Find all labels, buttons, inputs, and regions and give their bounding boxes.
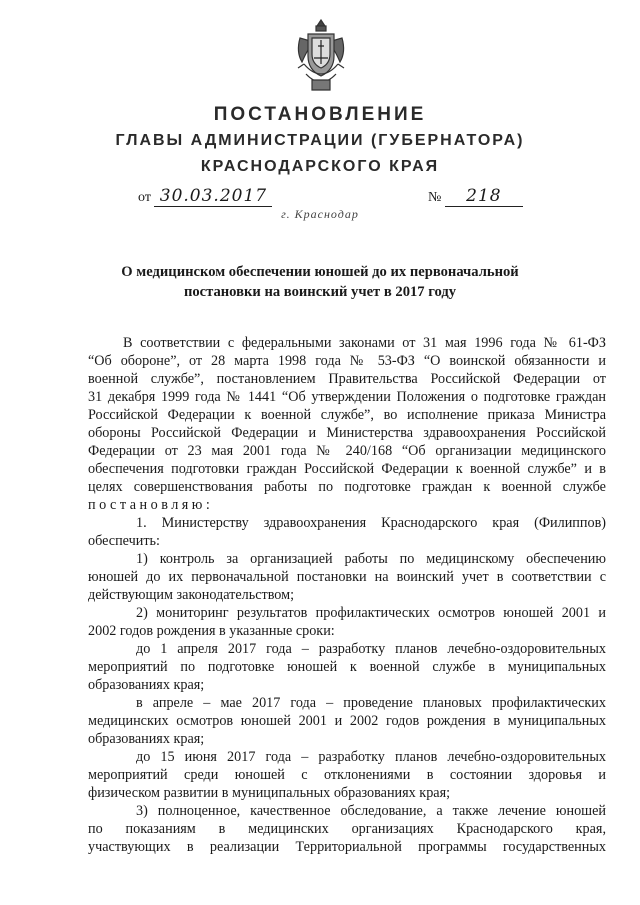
body-line: военной службе”, постановлением Правительства Российской Федерации от [88, 371, 606, 387]
body-line: целях совершенствования работы по подготовке граждан к военной службе [88, 479, 606, 495]
resolution-word: постановляю: [88, 497, 214, 513]
body-line: до 1 апреля 2017 года – разработку планов лечебно-оздоровительных [136, 641, 606, 657]
handwritten-number: 218 [445, 186, 523, 207]
city-label: г. Краснодар [281, 207, 359, 221]
body-line: В соответствии с федеральными законами от 31 мая 1996 года № 61-ФЗ [123, 335, 606, 351]
body-line: 1) контроль за организацией работы по медицинскому обеспечению [136, 551, 606, 567]
document-title-line-2: постановки на воинский учет в 2017 году [183, 284, 457, 300]
body-line: действующим законодательством; [88, 587, 295, 603]
document-title-line-1: О медицинском обеспечении юношей до их первоначальной [121, 264, 519, 280]
body-line: мероприятий по подготовке юношей к военной службе в муниципальных [88, 659, 606, 675]
body-line: образованиях края; [88, 677, 205, 693]
body-line: обеспечить: [88, 533, 160, 549]
body-line: образованиях края; [88, 731, 205, 747]
body-line: “Об обороне”, от 28 марта 1998 года № 53-ФЗ “О воинской обязанности и [88, 353, 606, 369]
krasnodar-krai-coat-of-arms [294, 18, 348, 94]
document-type-heading: ПОСТАНОВЛЕНИЕ [213, 104, 427, 125]
date-prefix: от [138, 190, 151, 205]
body-line: 3) полноценное, качественное обследование, а также лечение юношей [136, 803, 606, 819]
body-line: обеспечения подготовки граждан Российской Федерации к военной службе” и в [88, 461, 606, 477]
body-line: 1. Министерству здравоохранения Краснодарского края (Филиппов) [136, 515, 606, 531]
handwritten-date: 30.03.2017 [154, 186, 272, 207]
body-line: физическом развитии в муниципальных образованиях края; [88, 785, 451, 801]
number-prefix: № [428, 190, 442, 205]
body-line: Российской Федерации к военной службе”, во исполнение приказа Министра [88, 407, 606, 423]
document-body [88, 334, 606, 856]
body-line: медицинских осмотров юношей 2001 и 2002 годов рождения в муниципальных [88, 713, 606, 729]
number-field [428, 186, 523, 207]
region-heading: КРАСНОДАРСКОГО КРАЯ [200, 158, 440, 175]
body-line: до 15 июня 2017 года – разработку планов лечебно-оздоровительных [136, 749, 606, 765]
body-line: обороны Российской Федерации и Министерства здравоохранения Российской [88, 425, 606, 441]
body-line: в апреле – мае 2017 года – проведение плановых профилактических [136, 695, 606, 711]
body-line: юношей до их первоначальной постановки на воинский учет в соответствии с [88, 569, 606, 585]
body-line: 2) мониторинг результатов профилактических осмотров юношей 2001 и [136, 605, 606, 621]
body-line: мероприятий среди юношей с отклонениями в состоянии здоровья и [88, 767, 606, 783]
body-line: 31 декабря 1999 года № 1441 “Об утверждении Положения о подготовке граждан [88, 389, 606, 405]
body-line: Федерации от 23 мая 2001 года № 240/168 “Об организации медицинского [88, 443, 606, 459]
body-line: 2002 годов рождения в указанные сроки: [88, 623, 335, 639]
date-field [138, 186, 272, 207]
body-line: по показаниям в медицинских организациях Краснодарского края, [88, 821, 606, 837]
body-line: участвующих в реализации Территориальной программы государственных [88, 839, 606, 855]
issuer-heading: ГЛАВЫ АДМИНИСТРАЦИИ (ГУБЕРНАТОРА) [115, 132, 525, 149]
